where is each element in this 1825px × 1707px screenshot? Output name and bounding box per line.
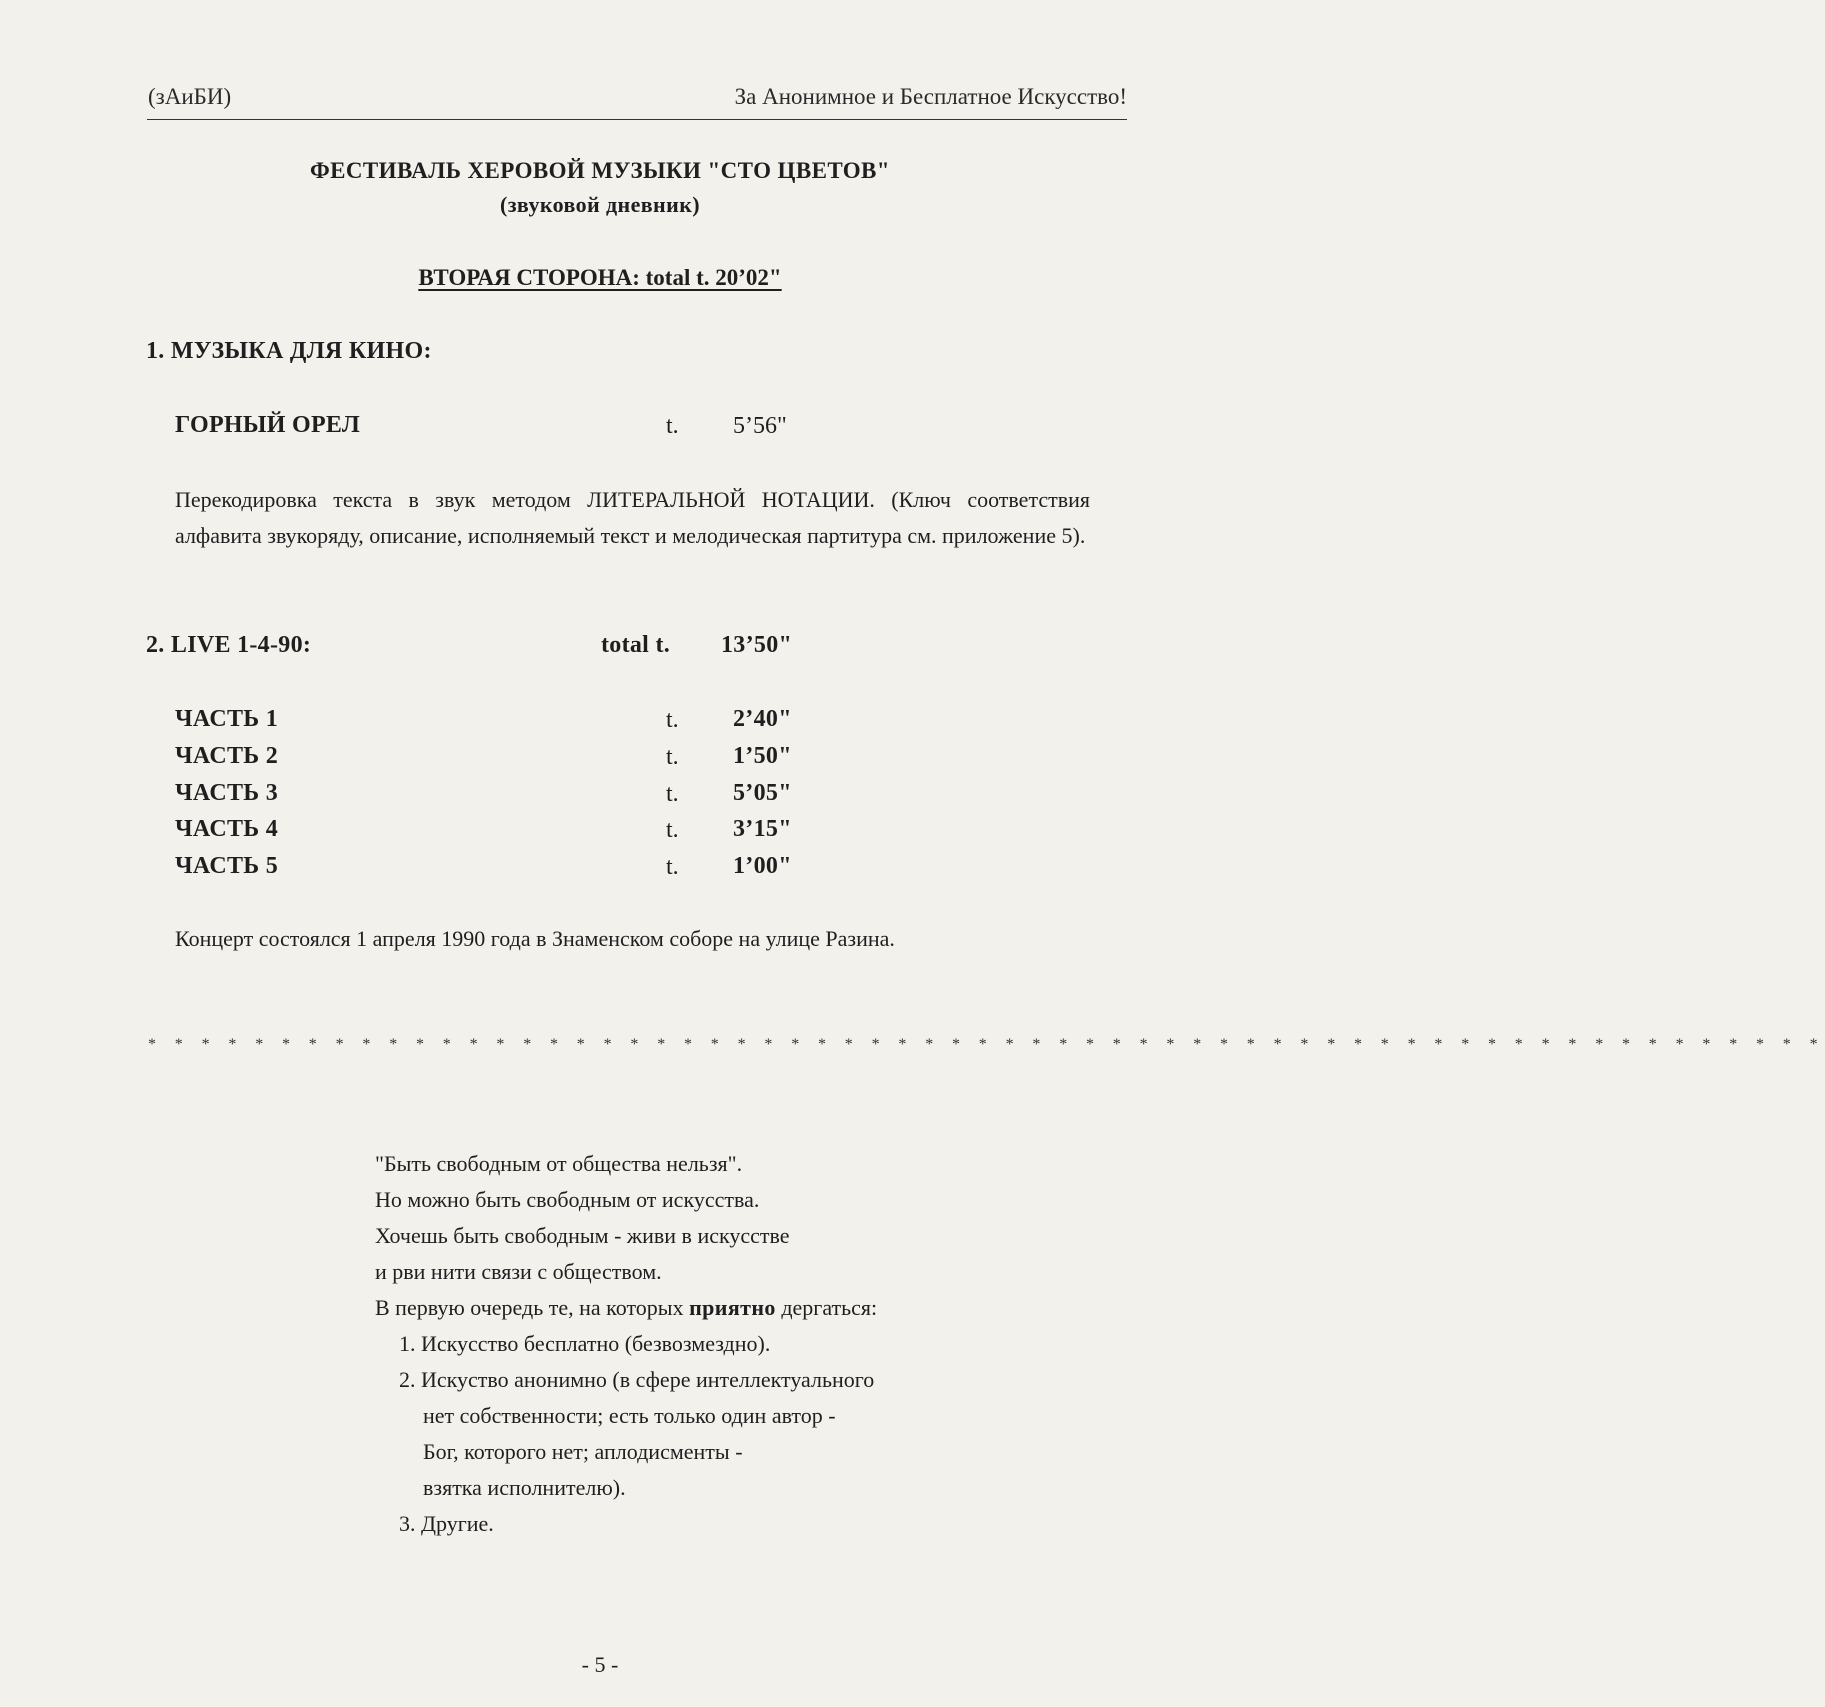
track-t-label: t. (666, 413, 679, 439)
section1-description: Перекодировка текста в звук методом ЛИТЕРАЛЬНОЙ НОТАЦИИ. (Ключ соответствия алфавита звукоряду, описание, исполняемый текст и мелодическая партитура см. приложение 5). (175, 487, 1090, 548)
track-time: 5’56" (733, 413, 787, 439)
concert-note: Концерт состоялся 1 апреля 1990 года в Знаменском соборе на улице Разина. (175, 926, 895, 951)
quote-list-item-cont: нет собственности; есть только один автор - (423, 1403, 836, 1428)
part-t-label: t. (666, 854, 679, 880)
part-t-label: t. (666, 707, 679, 733)
side-heading-text: ВТОРАЯ СТОРОНА: total t. 20’02" (418, 265, 782, 290)
section1-heading: 1. МУЗЫКА ДЛЯ КИНО: (146, 338, 432, 364)
quote-line: Но можно быть свободным от искусства. (375, 1187, 760, 1212)
part-name: ЧАСТЬ 2 (175, 743, 279, 769)
star-divider: * * * * * * * * * * * * * * * * * * * * * * * * * * * * * * * * * * * * * * * * * * * * * * * * * * * * * * * * * * * * * * * (148, 1036, 1825, 1053)
part-time: 1’50" (733, 743, 792, 769)
part-t-label: t. (666, 781, 679, 807)
header-left: (зАиБИ) (148, 84, 232, 109)
part-time: 3’15" (733, 816, 792, 842)
header-rule (147, 119, 1127, 120)
part-time: 5’05" (733, 780, 792, 806)
section2-heading: 2. LIVE 1-4-90: (146, 632, 312, 658)
page-number: - 5 - (581, 1652, 619, 1677)
part-t-label: t. (666, 744, 679, 770)
quote-text: В первую очередь те, на которых (375, 1295, 690, 1320)
quote-block (375, 1146, 877, 1542)
quote-text: дергаться: (775, 1295, 878, 1320)
part-name: ЧАСТЬ 4 (175, 816, 279, 842)
quote-list-item: 2. Искуство анонимно (в сфере интеллектуального (399, 1367, 875, 1392)
part-time: 2’40" (733, 706, 792, 732)
quote-list-item: 1. Искусство бесплатно (безвозмездно). (399, 1331, 771, 1356)
quote-bold-word: приятно (689, 1295, 776, 1320)
section2-total-time: 13’50" (721, 632, 793, 658)
part-name: ЧАСТЬ 3 (175, 780, 279, 806)
part-t-label: t. (666, 817, 679, 843)
quote-line: и рви нити связи с обществом. (375, 1259, 662, 1284)
header-right: За Анонимное и Бесплатное Искусство! (734, 84, 1127, 109)
section2-total-label: total t. (601, 632, 671, 658)
track-name: ГОРНЫЙ ОРЕЛ (175, 412, 361, 438)
quote-line: Хочешь быть свободным - живи в искусстве (375, 1223, 790, 1248)
doc-title: ФЕСТИВАЛЬ ХЕРОВОЙ МУЗЫКИ "СТО ЦВЕТОВ" (310, 158, 890, 183)
part-name: ЧАСТЬ 1 (175, 706, 279, 732)
quote-line: "Быть свободным от общества нельзя". (375, 1151, 743, 1176)
quote-list-item: 3. Другие. (399, 1511, 494, 1536)
quote-list-item-cont: Бог, которого нет; аплодисменты - (423, 1439, 743, 1464)
quote-line-emphasis (375, 1290, 877, 1326)
side-heading (0, 265, 1200, 291)
doc-subtitle: (звуковой дневник) (499, 192, 701, 217)
quote-list-item-cont: взятка исполнителю). (423, 1475, 626, 1500)
part-name: ЧАСТЬ 5 (175, 853, 279, 879)
part-time: 1’00" (733, 853, 792, 879)
